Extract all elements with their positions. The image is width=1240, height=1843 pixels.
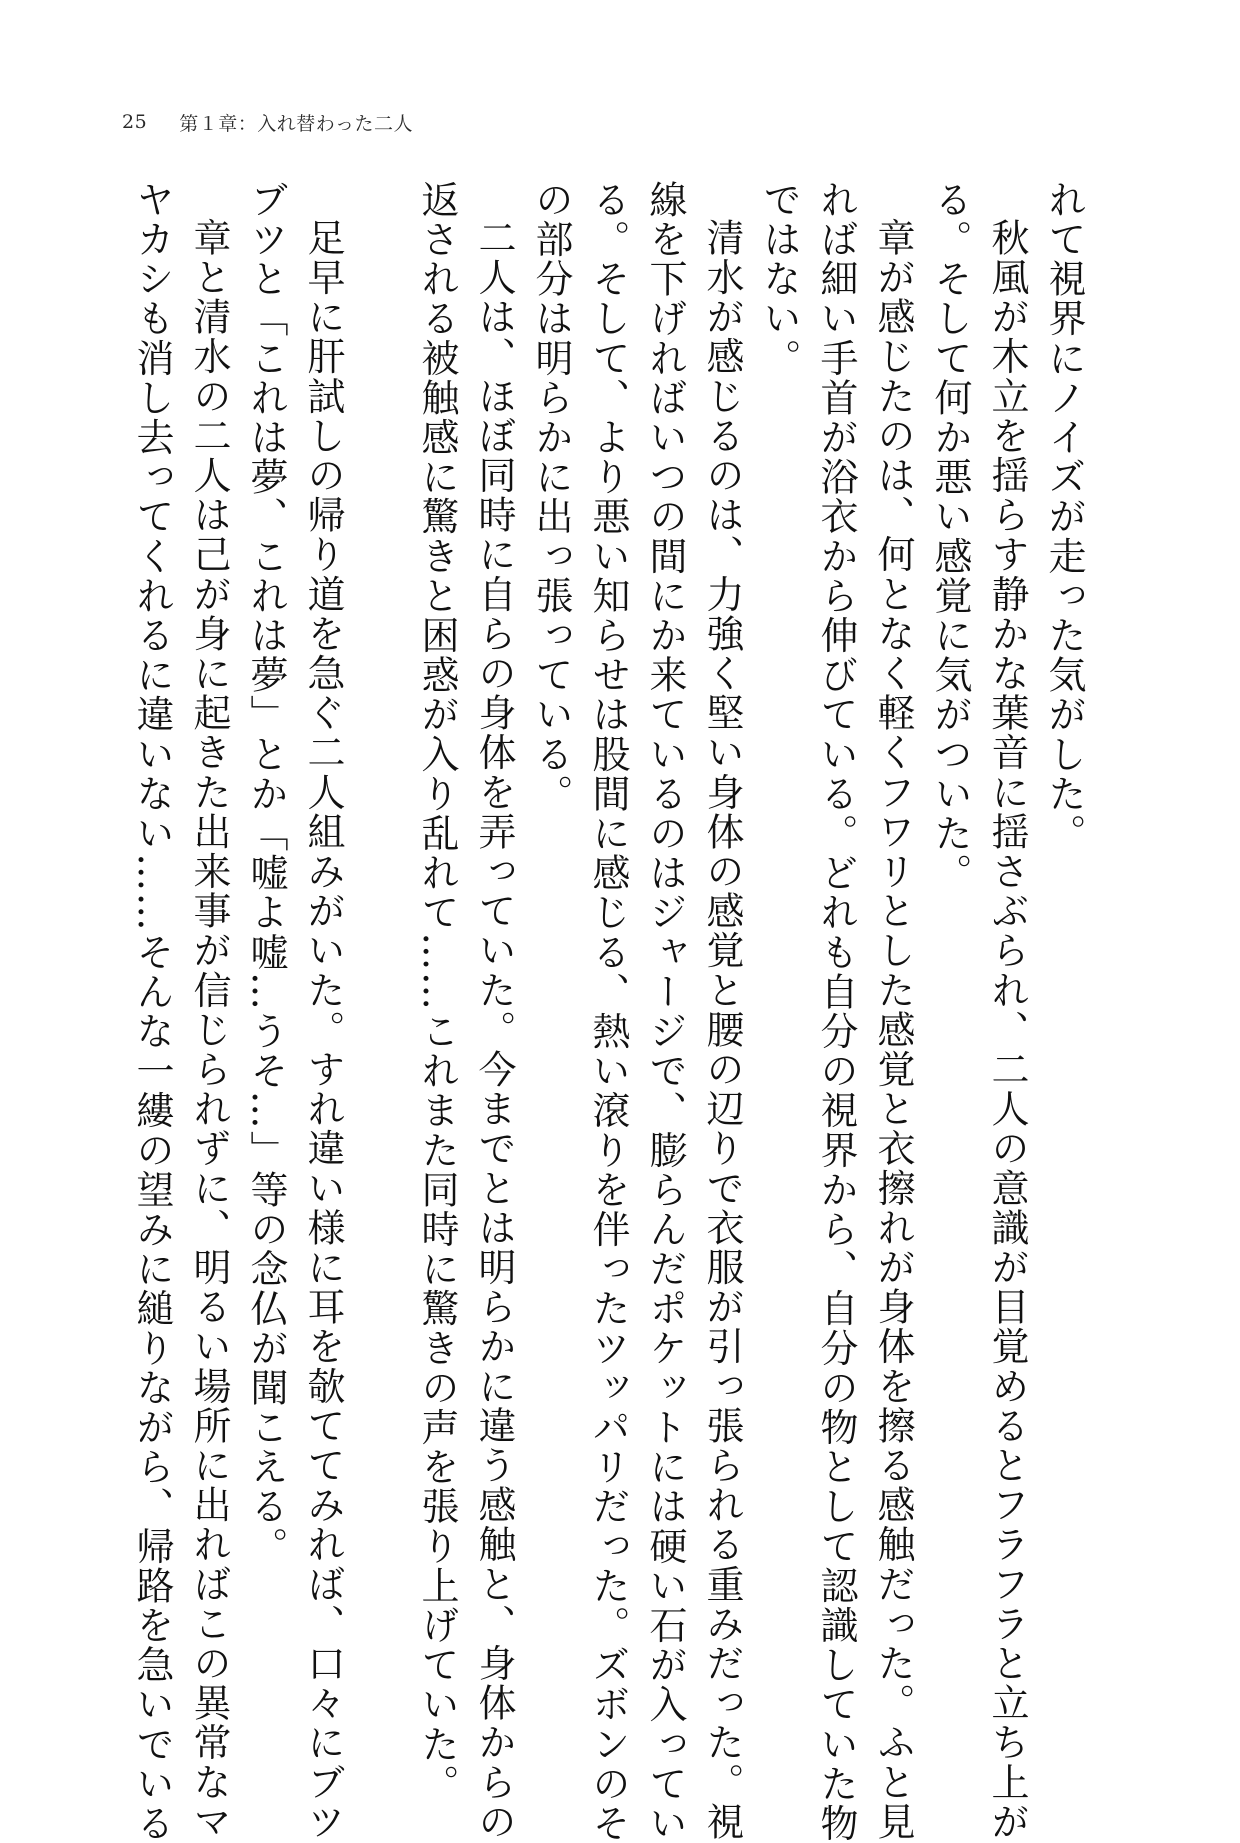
text-line: る。そして、より悪い知らせは股間に感じる、熱い滾りを伴ったツッパリだった。ズボンのそ: [586, 180, 630, 1843]
text-line: れて視界にノイズが走った気がした。: [1042, 180, 1086, 854]
text-line: 二人は、ほぼ同時に自らの身体を弄っていた。今までとは明らかに違う感触と、身体からの: [472, 218, 516, 1842]
text-line: 清水が感じるのは、力強く堅い身体の感覚と腰の辺りで衣服が引っ張られる重みだった。視: [700, 218, 744, 1842]
chapter-title: 第１章：入れ替わった二人: [179, 112, 413, 135]
text-line: 秋風が木立を揺らす静かな葉音に揺さぶられ、二人の意識が目覚めるとフラフラと立ち上が: [985, 218, 1029, 1842]
text-line: ヤカシも消し去ってくれるに違いない……そんな一縷の望みに縋りながら、帰路を急いでいる: [130, 180, 174, 1843]
page-number: 25: [122, 111, 148, 133]
text-line: ではない。: [757, 180, 801, 378]
running-header: [122, 108, 413, 136]
text-line: 返される被触感に驚きと困惑が入り乱れて……これまた同時に驚きの声を張り上げていた。: [415, 180, 459, 1804]
text-line: れば細い手首が浴衣から伸びている。どれも自分の視界から、自分の物として認識していた物: [814, 180, 858, 1843]
text-line: の部分は明らかに出っ張っている。: [529, 180, 573, 814]
text-line: る。そして何か悪い感覚に気がついた。: [928, 180, 972, 893]
text-line: ブツと「これは夢、これは夢」とか「嘘よ嘘…うそ…」等の念仏が聞こえる。: [244, 180, 288, 1566]
text-line: 足早に肝試しの帰り道を急ぐ二人組みがいた。すれ違い様に耳を欹ててみれば、口々にブツ: [301, 218, 345, 1842]
text-line: 章が感じたのは、何となく軽くフワリとした感覚と衣擦れが身体を擦る感触だった。ふと見: [871, 218, 915, 1842]
vertical-text-body: [90, 180, 1090, 1843]
text-line: 線を下げればいつの間にか来ているのはジャージで、膨らんだポケットには硬い石が入ってい: [643, 180, 687, 1843]
text-line: 章と清水の二人は己が身に起きた出来事が信じられずに、明るい場所に出ればこの異常なマ: [187, 218, 231, 1842]
